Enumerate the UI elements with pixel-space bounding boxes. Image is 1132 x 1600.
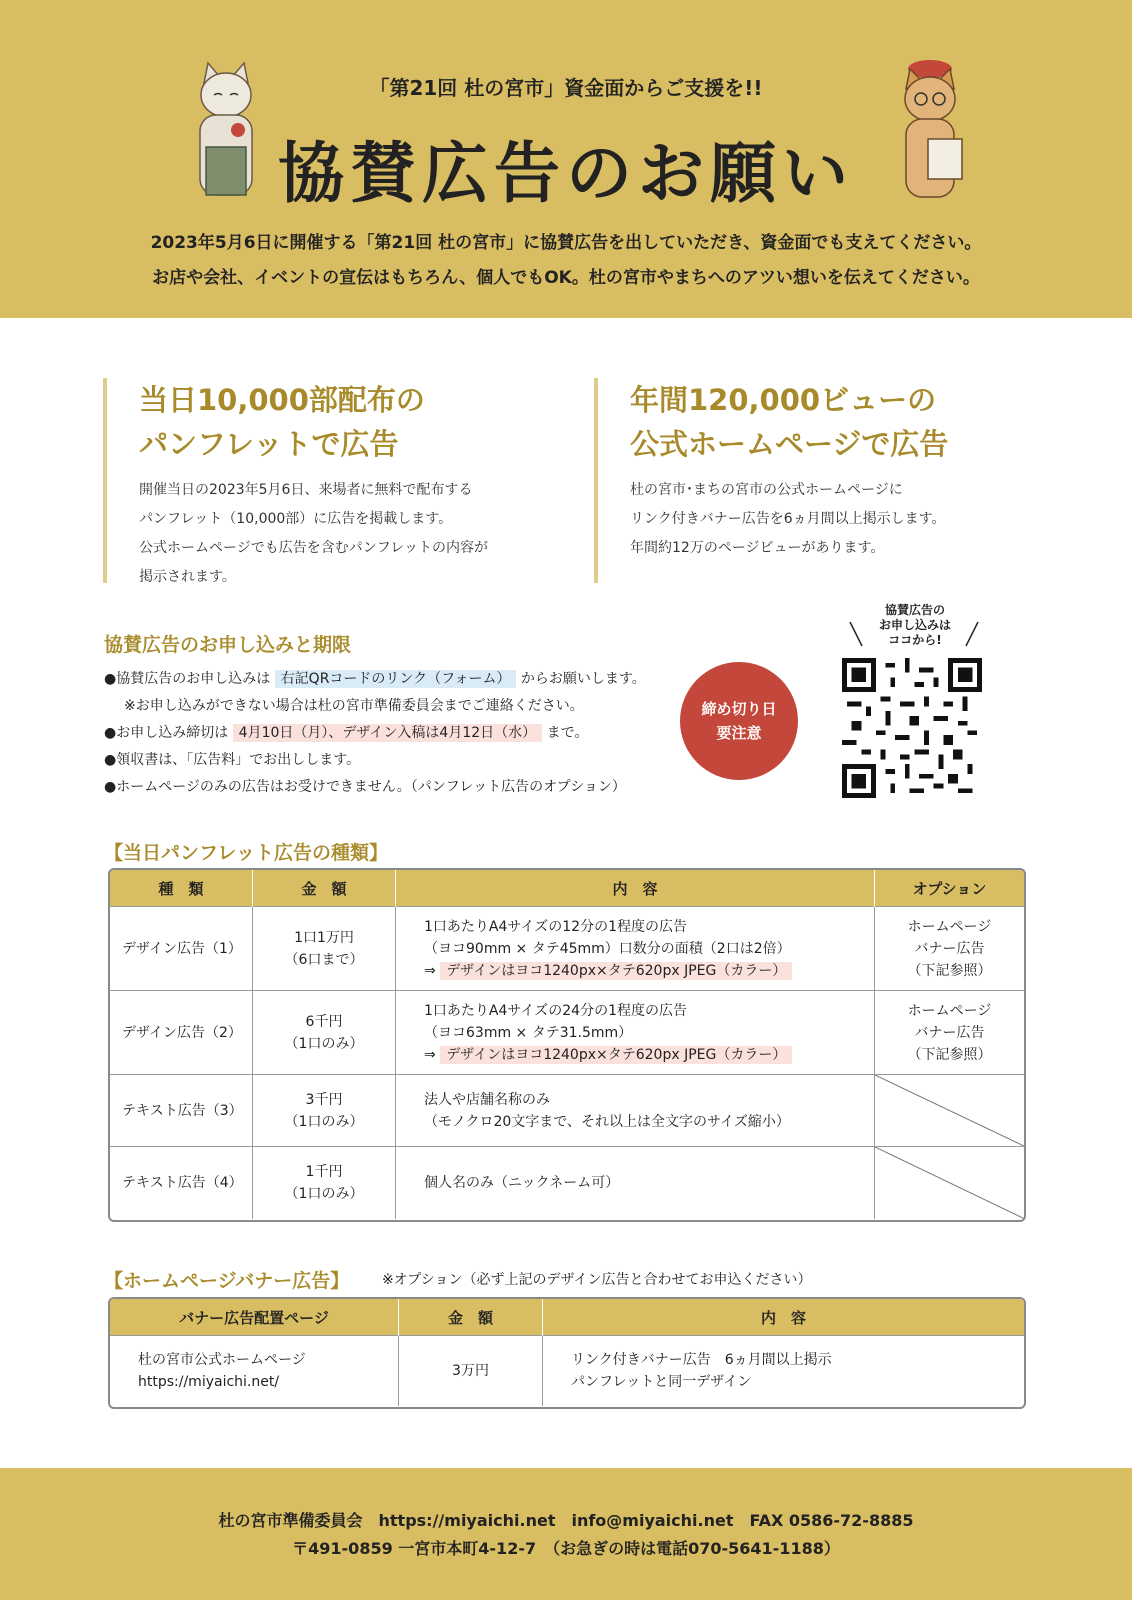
price-line: 3千円 — [305, 1091, 343, 1108]
price-line: 6千円 — [305, 1013, 343, 1030]
ad-content-cell — [396, 991, 875, 1075]
ad-content-cell — [396, 907, 875, 991]
qr-caption-line: お申し込みは — [878, 618, 951, 632]
application-note: ※お申し込みができない場合は杜の宮市準備委員会までご連絡ください。 — [124, 698, 584, 714]
ad-type-cell: デザイン広告（1） — [110, 907, 253, 991]
col-header-price: 金 額 — [253, 870, 396, 907]
qr-caption-line: 協賛広告の — [884, 603, 945, 617]
website-description — [630, 476, 1050, 563]
col-header-content: 内 容 — [396, 870, 875, 907]
ad-type-cell: デザイン広告（2） — [110, 991, 253, 1075]
diagonal-line — [875, 1147, 1024, 1219]
price-line: （1口のみ） — [284, 1113, 364, 1130]
pamphlet-description — [139, 476, 569, 592]
footer-contact: 杜の宮市準備委員会 https://miyaichi.net info@miyaichi.net FAX 0586-72-8885 — [218, 1511, 914, 1530]
website-body-line: 杜の宮市･まちの宮市の公式ホームページに — [630, 482, 903, 498]
ad-option-cell-empty — [875, 1075, 1025, 1147]
arrow-text: ⇒ — [424, 962, 436, 979]
banner-page-name: 杜の宮市公式ホームページ — [138, 1351, 306, 1368]
table-row — [110, 1075, 1024, 1147]
table-row — [110, 1336, 1024, 1406]
content-line: （ヨコ63mm × タテ31.5mm） — [424, 1024, 633, 1041]
deadline-highlight: 4月10日（月）、デザイン入稿は4月12日（水） — [233, 724, 542, 742]
table-row — [110, 991, 1024, 1075]
table-row — [110, 1147, 1024, 1219]
banner-note: ※オプション（必ず上記のデザイン広告と合わせてお申込ください） — [382, 1272, 812, 1288]
ad-content-cell: 個人名のみ（ニックネーム可） — [396, 1147, 875, 1219]
ad-option-cell — [875, 991, 1025, 1075]
col-header-price: 金 額 — [399, 1299, 543, 1336]
content-line: （モノクロ20文字まで、それ以上は全文字のサイズ縮小） — [424, 1113, 790, 1130]
qr-code[interactable] — [842, 658, 982, 798]
banner-page-cell — [110, 1336, 399, 1406]
deadline-badge-line: 締め切り日 — [701, 700, 777, 718]
header-subtitle: 「第21回 杜の宮市」資金面からご支援を!! — [369, 76, 763, 100]
bullet-text: ●協賛広告のお申し込みは — [104, 671, 271, 687]
col-header-page: バナー広告配置ページ — [110, 1299, 399, 1336]
ad-type-cell: テキスト広告（4） — [110, 1147, 253, 1219]
pamphlet-body-line: パンフレット（10,000部）に広告を掲載します。 — [139, 511, 453, 527]
pamphlet-ad-column — [103, 378, 569, 583]
ad-option-cell-empty — [875, 1147, 1025, 1219]
content-line — [424, 960, 874, 982]
application-bullet-4: ●ホームページのみの広告はお受けできません。（パンフレット広告のオプション） — [104, 779, 626, 795]
content-line: 1口あたりA4サイズの24分の1程度の広告 — [424, 1002, 687, 1019]
website-ad-column — [594, 378, 1050, 583]
ad-price-cell — [253, 1147, 396, 1219]
bullet-text: ●お申し込み締切は — [104, 725, 229, 741]
application-bullet-1 — [104, 668, 646, 688]
design-spec-highlight: デザインはヨコ1240px×タテ620px JPEG（カラー） — [440, 962, 792, 980]
qr-link-highlight: 右記QRコードのリンク（フォーム） — [275, 670, 517, 688]
price-line: （1口のみ） — [284, 1035, 364, 1052]
bullet-text: まで。 — [546, 725, 589, 741]
banner-content-cell — [543, 1336, 1025, 1406]
intro-line-2: お店や会社、イベントの宣伝はもちろん、個人でもOK。杜の宮市やまちへのアツい想いを伝えてください。 — [152, 268, 980, 288]
option-line: ホームページ — [907, 918, 992, 935]
content-line: （ヨコ90mm × タテ45mm）口数分の面積（2口は2倍） — [424, 940, 791, 957]
footer-address: 〒491-0859 一宮市本町4-12-7 （お急ぎの時は電話070-5641-1188） — [292, 1539, 840, 1558]
pamphlet-body-line: 開催当日の2023年5月6日、来場者に無料で配布する — [139, 482, 473, 498]
content-line — [424, 1044, 874, 1066]
banner-page-url[interactable]: https://miyaichi.net/ — [138, 1373, 280, 1390]
deadline-badge — [680, 662, 798, 780]
banner-heading: 【ホームページバナー広告】 — [104, 1270, 350, 1292]
website-heading-line-1: 年間120,000ビューの — [630, 383, 937, 417]
col-header-option: オプション — [875, 870, 1025, 907]
content-line: 1口あたりA4サイズの12分の1程度の広告 — [424, 918, 687, 935]
qr-caption — [860, 603, 970, 648]
pamphlet-body-line: 掲示されます。 — [139, 569, 236, 585]
option-line: バナー広告 — [914, 940, 985, 957]
bullet-text: からお願いします。 — [520, 671, 646, 687]
content-line: 法人や店舗名称のみ — [424, 1091, 550, 1108]
table-row — [110, 907, 1024, 991]
pamphlet-body-line: 公式ホームページでも広告を含むパンフレットの内容が — [139, 540, 489, 556]
pamphlet-heading-line-1: 当日10,000部配布の — [139, 383, 425, 417]
application-heading: 協賛広告のお申し込みと期限 — [104, 634, 352, 656]
website-heading-line-2: 公式ホームページで広告 — [630, 427, 949, 461]
design-spec-highlight: デザインはヨコ1240px×タテ620px JPEG（カラー） — [440, 1046, 792, 1064]
price-line: （6口まで） — [284, 951, 364, 968]
ad-price-cell — [253, 991, 396, 1075]
website-body-line: 年間約12万のページビューがあります。 — [630, 540, 885, 556]
content-line: リンク付きバナー広告 6ヵ月間以上掲示 — [571, 1351, 832, 1368]
ad-price-cell — [253, 907, 396, 991]
ad-option-cell — [875, 907, 1025, 991]
price-line: 1口1万円 — [294, 929, 354, 946]
arrow-text: ⇒ — [424, 1046, 436, 1063]
banner-table — [108, 1297, 1026, 1409]
ad-types-heading: 【当日パンフレット広告の種類】 — [104, 842, 389, 864]
option-line: （下記参照） — [907, 1046, 992, 1063]
application-bullet-2 — [104, 722, 588, 742]
ad-content-cell — [396, 1075, 875, 1147]
intro-line-1: 2023年5月6日に開催する「第21回 杜の宮市」に協賛広告を出していただき、資金面でも支えてください。 — [150, 233, 982, 253]
price-line: 1千円 — [305, 1163, 343, 1180]
footer-band — [0, 1468, 1132, 1600]
diagonal-line — [875, 1075, 1024, 1146]
pamphlet-heading-line-2: パンフレットで広告 — [139, 427, 399, 461]
ad-price-cell — [253, 1075, 396, 1147]
price-line: （1口のみ） — [284, 1185, 364, 1202]
application-bullet-3: ●領収書は、「広告料」でお出しします。 — [104, 752, 361, 768]
ad-types-table — [108, 868, 1026, 1222]
col-header-content: 内 容 — [543, 1299, 1025, 1336]
col-header-type: 種 類 — [110, 870, 253, 907]
banner-price-cell: 3万円 — [399, 1336, 543, 1406]
ad-type-cell: テキスト広告（3） — [110, 1075, 253, 1147]
option-line: バナー広告 — [914, 1024, 985, 1041]
option-line: ホームページ — [907, 1002, 992, 1019]
content-line: パンフレットと同一デザイン — [571, 1373, 752, 1390]
website-body-line: リンク付きバナー広告を6ヵ月間以上掲示します。 — [630, 511, 946, 527]
page-title: 協賛広告のお願い — [278, 135, 854, 212]
option-line: （下記参照） — [907, 962, 992, 979]
deadline-badge-line: 要注意 — [716, 724, 762, 742]
qr-caption-line: ココから! — [888, 633, 942, 647]
